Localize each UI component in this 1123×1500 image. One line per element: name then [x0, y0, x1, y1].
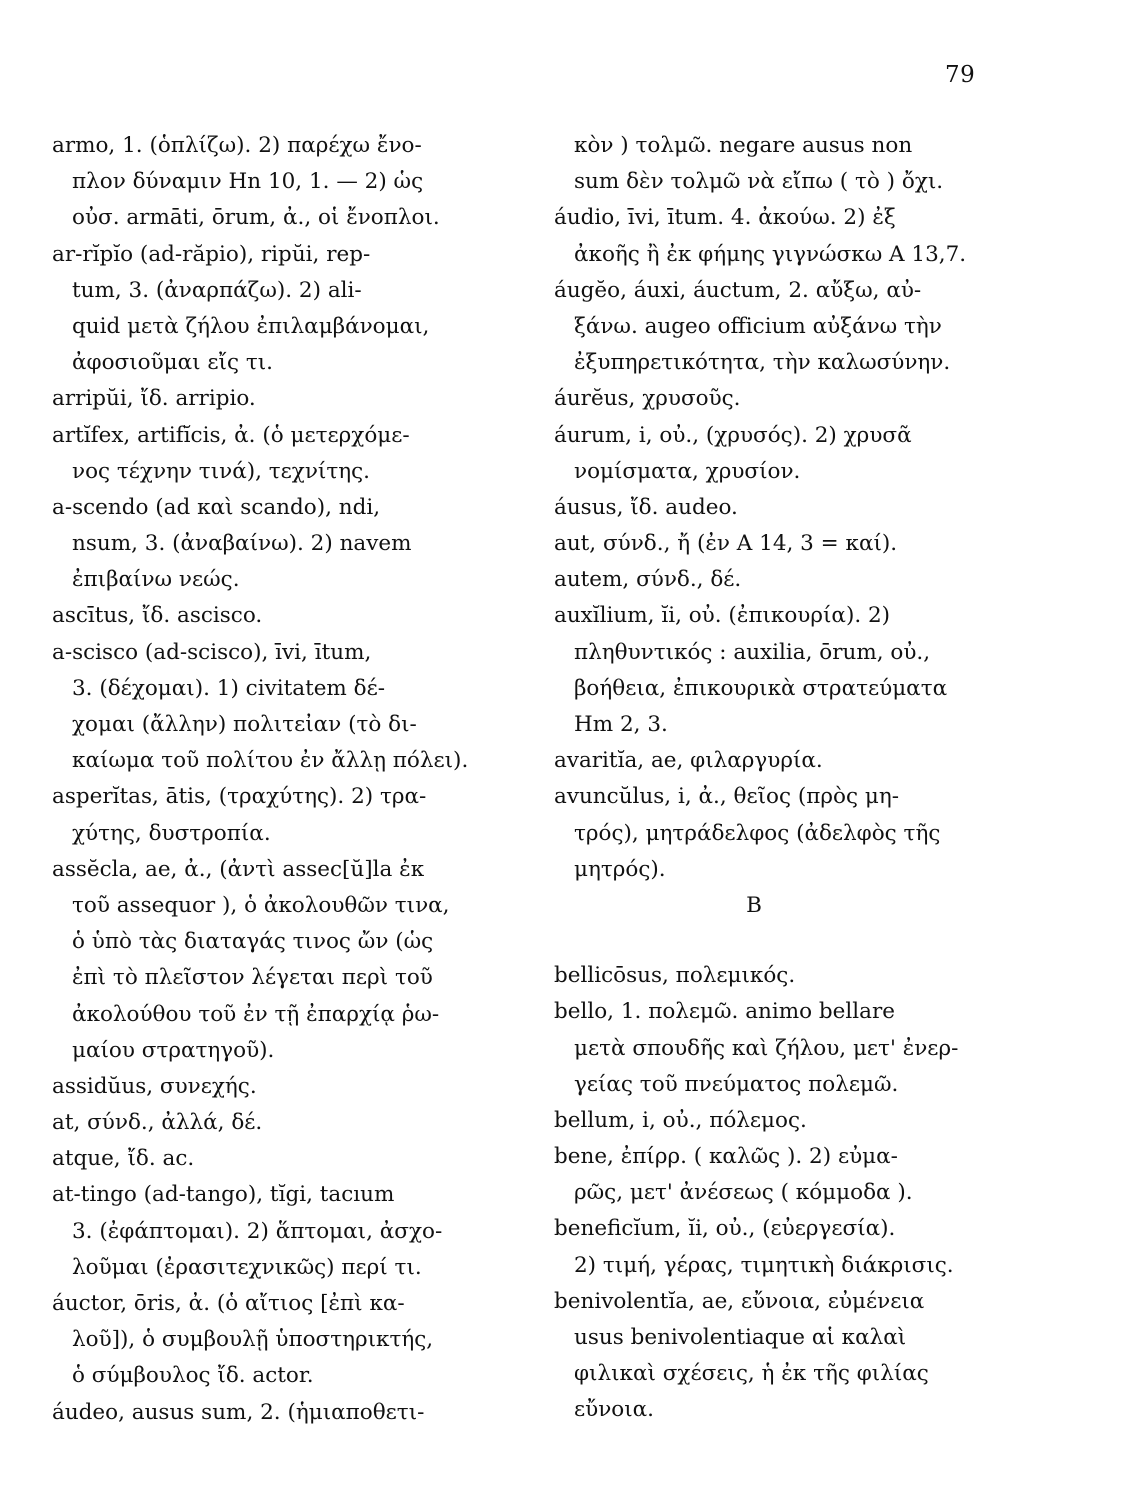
dictionary-entry-line: armo, 1. (ὁπλίζω). 2) παρέχω ἔνο- — [52, 133, 422, 158]
dictionary-entry-line: avaritĭa, ae, φιλαργυρία. — [554, 748, 823, 774]
dictionary-entry-line: atque, ἴδ. ac. — [52, 1146, 195, 1172]
page-number: 79 — [945, 62, 976, 88]
dictionary-entry-line: φιλικαὶ σχέσεις, ἡ ἐκ τῆς φιλίας — [574, 1361, 929, 1387]
dictionary-entry-line: χομαι (ἄλλην) πολιτεἰαν (τὸ δι- — [72, 712, 417, 737]
dictionary-entry-line: avuncŭlus, i, ἀ., θεῖος (πρὸς μη- — [554, 784, 899, 810]
dictionary-entry-line: λοῦ]), ὁ συμβουλῇ ὑποστηρικτής, — [72, 1327, 434, 1353]
dictionary-entry-line: ἐπιβαίνω νεώς. — [72, 567, 240, 593]
dictionary-entry-line: νος τέχνην τινά), τεχνίτης. — [72, 458, 370, 484]
dictionary-entry-line: áugĕo, áuxi, áuctum, 2. αὔξω, αὐ- — [554, 277, 922, 303]
dictionary-entry-line: νομίσματα, χρυσίον. — [574, 458, 801, 484]
dictionary-entry-line: artĭfex, artifĭcis, ἀ. (ὁ μετερχόμε- — [52, 422, 410, 448]
dictionary-entry-line: bellum, i, οὐ., πόλεμος. — [554, 1107, 807, 1133]
dictionary-entry-line: οὐσ. armāti, ōrum, ἀ., οἱ ἔνοπλοι. — [72, 205, 440, 231]
dictionary-entry-line: ar-rĭpĭo (ad-răpio), ripŭi, rep- — [52, 241, 371, 267]
dictionary-entry-line: a-scendo (ad καὶ scando), ndi, — [52, 494, 381, 520]
dictionary-entry-line: ἀκολούθου τοῦ ἐν τῇ ἐπαρχίᾳ ῥω- — [72, 1001, 440, 1027]
dictionary-entry-line: Hm 2, 3. — [574, 712, 668, 737]
dictionary-entry-line: ξάνω. augeo officium αὐξάνω τὴν — [574, 313, 942, 339]
dictionary-entry-line: μητρός). — [574, 856, 666, 882]
dictionary-entry-line: μαίου στρατηγοῦ). — [72, 1037, 275, 1063]
dictionary-entry-line: βοήθεια, ἐπικουρικὰ στρατεύματα — [574, 675, 948, 701]
dictionary-entry-line: ascītus, ἴδ. ascisco. — [52, 603, 263, 629]
dictionary-entry-line: κὸν ) τολμῶ. negare ausus non — [574, 133, 913, 158]
dictionary-entry-line: áudeo, ausus sum, 2. (ἡμιαποθετι- — [52, 1399, 425, 1425]
dictionary-entry-line: πλον δύναμιν Hn 10, 1. — 2) ὡς — [72, 169, 424, 195]
dictionary-entry-line: tum, 3. (ἀναρπάζω). 2) ali- — [72, 277, 362, 303]
dictionary-entry-line: ἐξυπηρετικότητα, τὴν καλωσύνην. — [574, 350, 951, 376]
dictionary-entry-line: benivolentĭa, ae, εὔνοια, εὐμένεια — [554, 1288, 925, 1314]
dictionary-entry-line: χύτης, δυστροπία. — [72, 820, 271, 846]
dictionary-entry-line: arripŭi, ἴδ. arripio. — [52, 386, 256, 412]
dictionary-entry-line: asperĭtas, ātis, (τραχύτης). 2) τρα- — [52, 784, 427, 810]
dictionary-entry-line: áuctor, ōris, ἀ. (ὁ αἴτιος [ἐπὶ κα- — [52, 1291, 405, 1316]
dictionary-entry-line: γείας τοῦ πνεύματος πολεμῶ. — [574, 1071, 899, 1097]
dictionary-entry-line: áurum, i, οὐ., (χρυσός). 2) χρυσᾶ — [554, 422, 912, 448]
dictionary-entry-line: λοῦμαι (ἐρασιτεχνικῶς) περί τι. — [72, 1254, 422, 1280]
dictionary-entry-line: 3. (δέχομαι). 1) civitatem δέ- — [72, 675, 385, 701]
dictionary-entry-line: assĕcla, ae, ἀ., (ἀντὶ assec[ŭ]la ἐκ — [52, 856, 425, 882]
dictionary-entry-line: εὔνοια. — [574, 1397, 655, 1423]
dictionary-entry-line: τοῦ assequor ), ὁ ἀκολουθῶν τινα, — [72, 892, 450, 918]
dictionary-entry-line: áurĕus, χρυσοῦς. — [554, 386, 741, 412]
section-letter-heading: B — [746, 892, 762, 918]
dictionary-entry-line: ὁ ὑπὸ τὰς διαταγάς τινος ὤν (ὡς — [72, 929, 434, 955]
dictionary-entry-line: 3. (ἐφάπτομαι). 2) ἅπτομαι, ἀσχο- — [72, 1218, 443, 1244]
dictionary-entry-line: usus benivolentiaque αἱ καλαὶ — [574, 1325, 907, 1350]
dictionary-entry-line: at-tingo (ad-tango), tĭgi, tacıum — [52, 1182, 395, 1208]
dictionary-entry-line: 2) τιμή, γέρας, τιμητικὴ διάκρισις. — [574, 1252, 954, 1278]
dictionary-entry-line: áudio, īvi, ītum. 4. ἀκούω. 2) ἐξ — [554, 205, 896, 231]
dictionary-entry-line: bene, ἐπίρρ. ( καλῶς ). 2) εὐμα- — [554, 1144, 898, 1170]
dictionary-entry-line: ὁ σύμβουλος ἴδ. actor. — [72, 1363, 314, 1389]
dictionary-entry-line: bello, 1. πολεμῶ. animo bellare — [554, 999, 895, 1025]
dictionary-entry-line: a-scisco (ad-scisco), īvi, ītum, — [52, 639, 372, 665]
dictionary-entry-line: τρός), μητράδελφος (ἀδελφὸς τῆς — [574, 820, 941, 846]
right-column — [554, 128, 984, 1429]
dictionary-entry-line: assidŭus, συνεχής. — [52, 1073, 257, 1099]
dictionary-entry-line: beneficĭum, ĭi, οὐ., (εὐεργεσία). — [554, 1216, 896, 1242]
dictionary-entry-line: áusus, ἴδ. audeo. — [554, 494, 738, 520]
dictionary-entry-line: autem, σύνδ., δέ. — [554, 567, 742, 593]
dictionary-entry-line: at, σύνδ., ἀλλά, δέ. — [52, 1110, 263, 1136]
dictionary-entry-line: quid μετὰ ζήλου ἐπιλαμβάνομαι, — [72, 313, 430, 339]
dictionary-entry-line: sum δὲν τολμῶ νὰ εἴπω ( τὸ ) ὄχι. — [574, 169, 944, 195]
dictionary-entry-line: ρῶς, μετ' ἀνέσεως ( κόμμοδα ). — [574, 1180, 913, 1206]
dictionary-entry-line: πληθυντικός : auxilia, ōrum, οὐ., — [574, 639, 931, 665]
dictionary-entry-line: ἐπὶ τὸ πλεῖστον λέγεται περὶ τοῦ — [72, 965, 433, 991]
dictionary-entry-line: ἀφοσιοῦμαι εἴς τι. — [72, 350, 273, 376]
dictionary-entry-line: ἀκοῆς ἢ ἐκ φήμης γιγνώσκω A 13,7. — [574, 241, 967, 267]
dictionary-entry-line: auxĭlium, ĭi, οὐ. (ἐπικουρία). 2) — [554, 603, 891, 629]
dictionary-entry-line: bellicōsus, πολεμικός. — [554, 963, 796, 989]
section-spacer — [554, 924, 984, 958]
dictionary-entry-line: nsum, 3. (ἀναβαίνω). 2) navem — [72, 531, 412, 557]
dictionary-entry-line: μετὰ σπουδῆς καὶ ζήλου, μετ' ἐνερ- — [574, 1035, 959, 1061]
left-column — [52, 128, 520, 1431]
dictionary-entry-line: καίωμα τοῦ πολίτου ἐν ἄλλῃ πόλει). — [72, 748, 469, 774]
dictionary-entry-line: aut, σύνδ., ἤ (ἐν A 14, 3 = καί). — [554, 531, 898, 557]
